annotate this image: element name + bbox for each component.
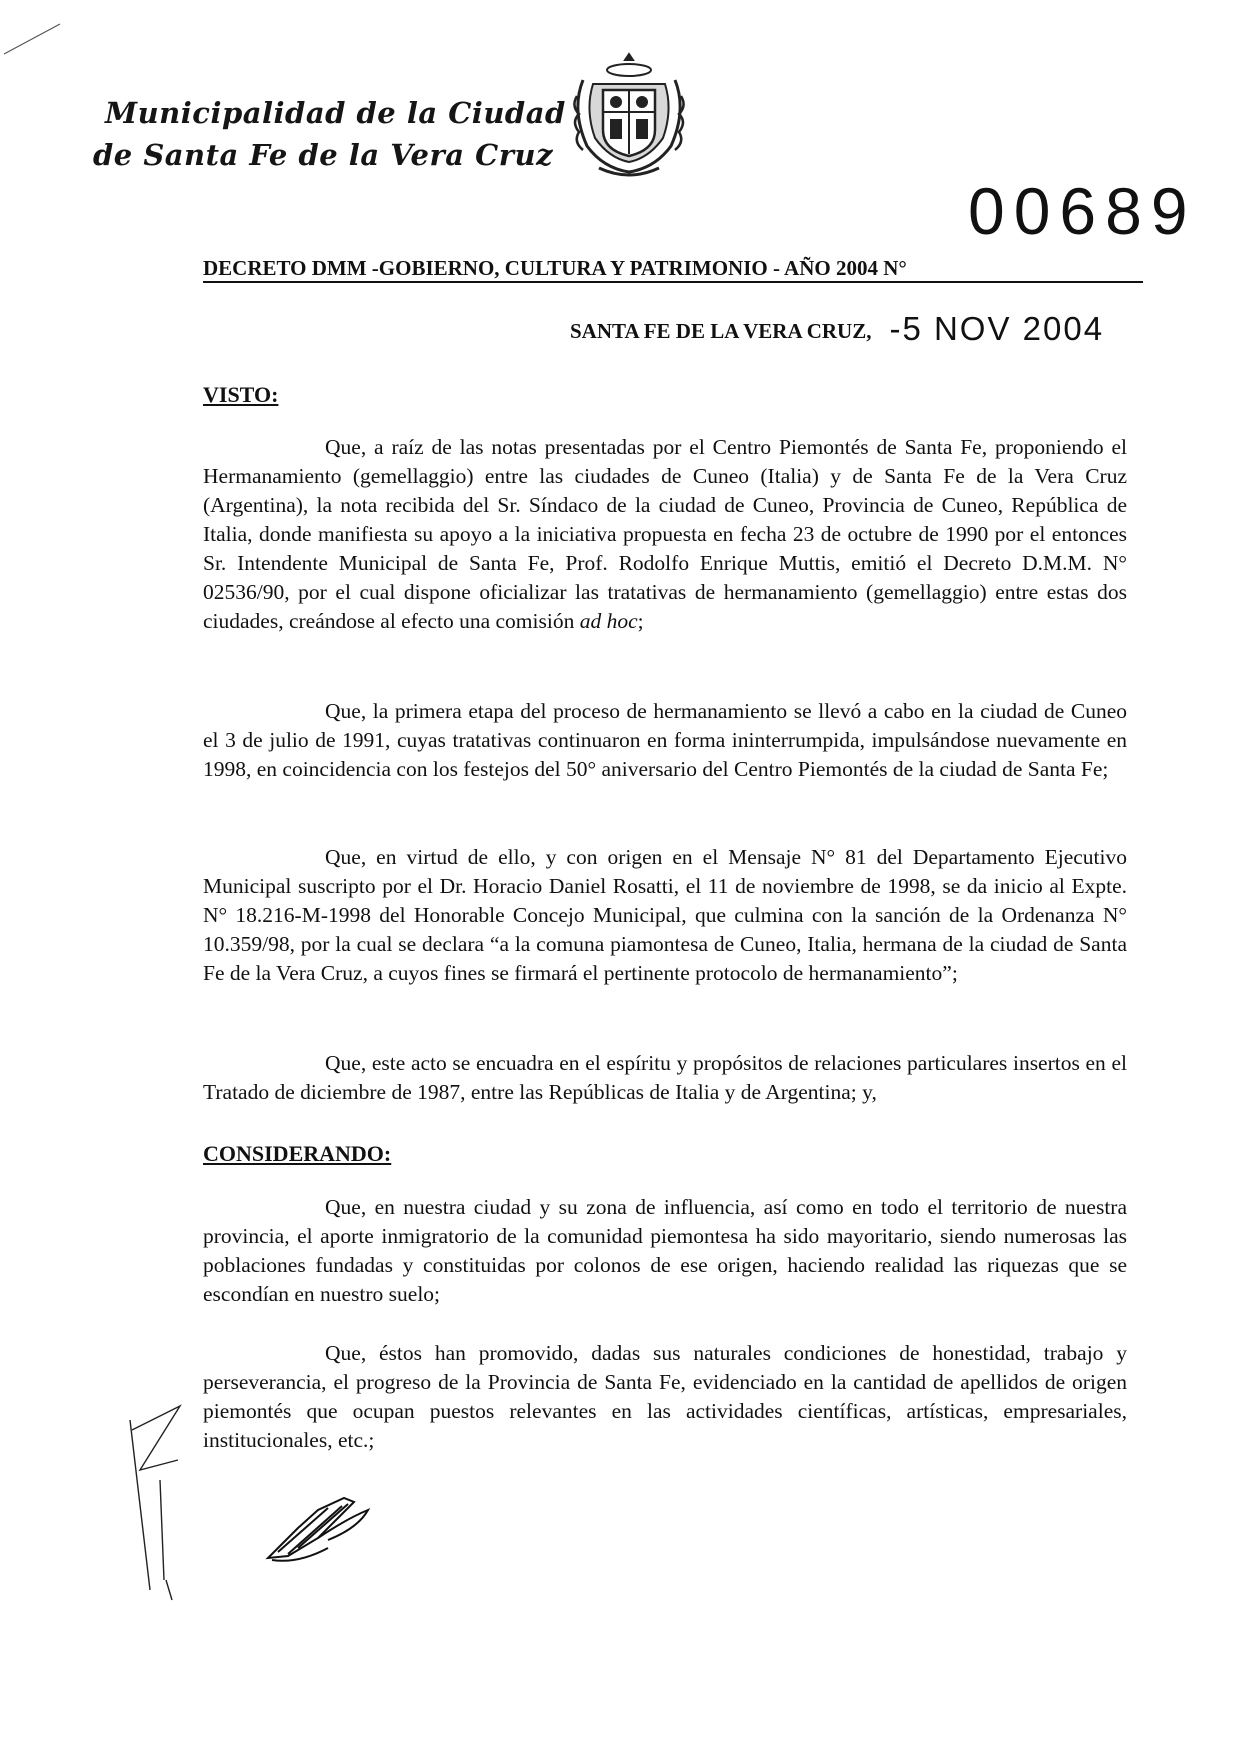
visto-paragraph-2: Que, la primera etapa del proceso de hermanamiento se llevó a cabo en la ciudad de Cuneo el 3 de julio de 1991, cuyas tratativas continuaron en forma ininterrumpida, impulsándose nuevamente en 1998, en coincidencia con los festejos del 50° aniversario del Centro Piemontés de la ciudad de Santa Fe; [203,699,1127,781]
municipality-line-1: Municipalidad de la Ciudad [105,96,566,130]
visto-paragraph-3: Que, en virtud de ello, y con origen en el Mensaje N° 81 del Departamento Ejecutivo Municipal suscripto por el Dr. Horacio Daniel Rosatti, el 11 de noviembre de 1998, se da inicio al Expte. N° 18.216-M-1998 del Honorable Concejo Municipal, que culmina con la sanción de la Ordenanza N° 10.359/98, por la cual se declara “a la comuna piamontesa de Cuneo, Italia, hermana de la ciudad de Santa Fe de la Vera Cruz, a cuyos fines se firmará el pertinente protocolo de hermanamiento”; [203,845,1127,985]
handwritten-signature [258,1488,378,1568]
date-stamp: -5 NOV 2004 [889,310,1105,347]
visto-heading: VISTO: [203,382,279,407]
visto-paragraph-1: Que, a raíz de las notas presentadas por el Centro Piemontés de Santa Fe, proponiendo el Hermanamiento (gemellaggio) entre las ciudades de Cuneo (Italia) y de Santa Fe de la Vera Cruz (Argentina), la nota recibida del Sr. Síndaco de la ciudad de Cuneo, Provincia de Cuneo, República de Italia, donde manifiesta su apoyo a la iniciativa propuesta en fecha 23 de octubre de 1990 por el entonces Sr. Intendente Municipal de Santa Fe, Prof. Rodolfo Enrique Muttis, emitió el Decreto D.M.M. N° 02536/90, por el cual dispone oficializar las tratativas de hermanamiento (gemellaggio) entre estas dos ciudades, creándose al efecto una comisión ad hoc; [203,435,1127,633]
document-number: 00689 [968,174,1197,248]
decree-title: DECRETO DMM -GOBIERNO, CULTURA Y PATRIMONIO - AÑO 2004 N° [203,256,1143,283]
considerando-paragraph-2: Que, éstos han promovido, dadas sus naturales condiciones de honestidad, trabajo y perseverancia, el progreso de la Provincia de Santa Fe, evidenciado en la cantidad de apellidos de origen piemontés que ocupan puestos relevantes en las actividades científicas, artísticas, empresariales, institucionales, etc.; [203,1341,1127,1452]
considerando-heading: CONSIDERANDO: [203,1141,392,1166]
visto-paragraph-4: Que, este acto se encuadra en el espíritu y propósitos de relaciones particulares insertos en el Tratado de diciembre de 1987, entre las Repúblicas de Italia y de Argentina; y, [203,1051,1127,1104]
handwritten-initials [120,1400,200,1610]
municipality-letterhead [93,92,566,176]
place-name: SANTA FE DE LA VERA CRUZ, [570,319,872,343]
coat-of-arms-icon [563,50,695,182]
municipality-line-2: de Santa Fe de la Vera Cruz [93,138,554,172]
pen-mark [0,18,70,58]
place-date-line [570,312,1104,348]
considerando-paragraph-1: Que, en nuestra ciudad y su zona de influencia, así como en todo el territorio de nuestra provincia, el aporte inmigratorio de la comunidad piemontesa ha sido mayoritario, siendo numerosas las poblaciones fundadas y constituidas por colonos de ese origen, haciendo realidad las riquezas que se escondían en nuestro suelo; [203,1195,1127,1306]
